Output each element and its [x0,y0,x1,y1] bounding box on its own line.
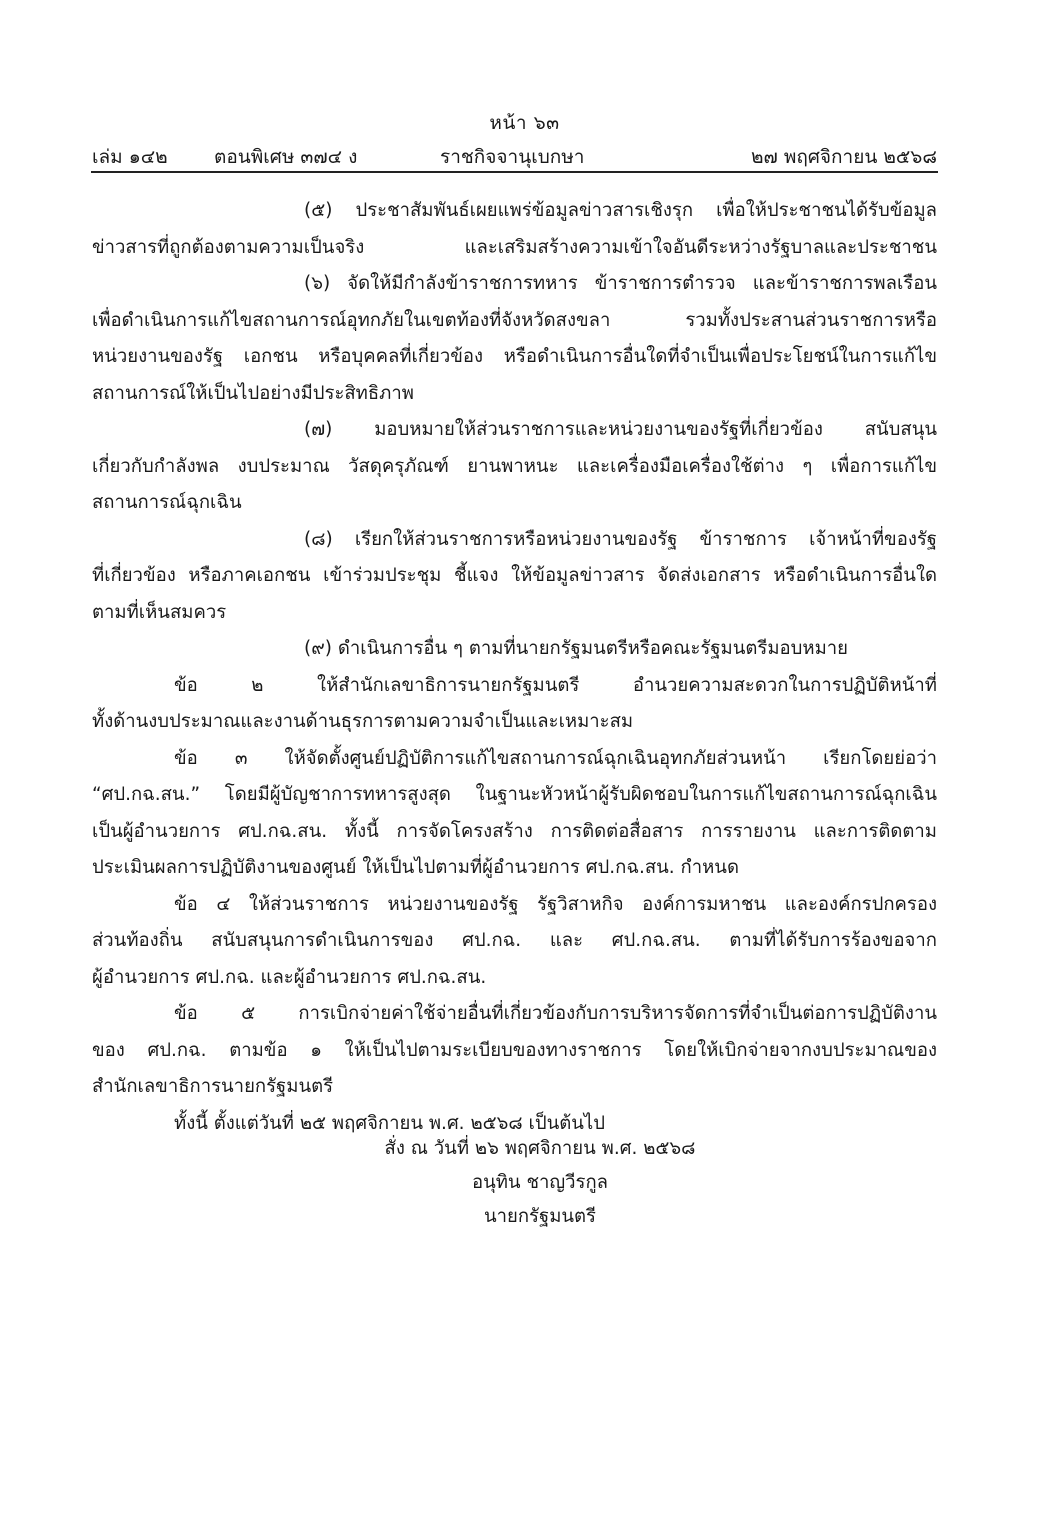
effective-date: ทั้งนี้ ตั้งแต่วันที่ ๒๕ พฤศจิกายน พ.ศ. ๒๕๖๘ เป็นต้นไป [174,1112,605,1134]
clause-4-line-3: ผู้อำนวยการ ศป.กฉ. และผู้อำนวยการ ศป.กฉ.สน. [92,966,487,988]
item-6-line-2: เพื่อดำเนินการแก้ไขสถานการณ์อุทกภัยในเขตท้องที่จังหวัดสงขลา รวมทั้งประสานส่วนราชการหรือ [92,309,937,331]
clause-4-line-2: ส่วนท้องถิ่น สนับสนุนการดำเนินการของ ศป.กฉ. และ ศป.กฉ.สน. ตามที่ได้รับการร้องขอจาก [92,930,937,951]
clause-5-line-3: สำนักเลขาธิการนายกรัฐมนตรี [92,1076,334,1097]
clause-3-line-3: เป็นผู้อำนวยการ ศป.กฉ.สน. ทั้งนี้ การจัดโครงสร้าง การติดต่อสื่อสาร การรายงาน และการติดตาม [92,820,937,842]
volume-number: เล่ม ๑๔๒ [92,146,168,168]
signature-block [340,1132,740,1234]
issue-number: ตอนพิเศษ ๓๗๔ ง [214,146,358,168]
item-7-line-3: สถานการณ์ฉุกเฉิน [92,492,242,513]
signatory-title: นายกรัฐมนตรี [483,1206,596,1227]
clause-5-line-2: ของ ศป.กฉ. ตามข้อ ๑ ให้เป็นไปตามระเบียบของทางราชการ โดยให้เบิกจ่ายจากงบประมาณของ [92,1039,937,1061]
clause-4-line-1: ข้อ ๔ ให้ส่วนราชการ หน่วยงานของรัฐ รัฐวิสาหกิจ องค์การมหาชน และองค์กรปกครอง [174,893,937,915]
item-6-line-3: หน่วยงานของรัฐ เอกชน หรือบุคคลที่เกี่ยวข้อง หรือดำเนินการอื่นใดที่จำเป็นเพื่อประโยชน์ในการแก้ไข [92,346,937,367]
publication-date: ๒๗ พฤศจิกายน ๒๕๖๘ [750,146,937,168]
clause-3-line-2: “ศป.กฉ.สน.” โดยมีผู้บัญชาการทหารสูงสุด ในฐานะหัวหน้าผู้รับผิดชอบในการแก้ไขสถานการณ์ฉุกเฉิน [92,784,937,805]
item-6-line-1: (๖) จัดให้มีกำลังข้าราชการทหาร ข้าราชการตำรวจ และข้าราชการพลเรือน [304,273,937,294]
gazette-header [92,142,937,172]
item-7-line-2: เกี่ยวกับกำลังพล งบประมาณ วัสดุครุภัณฑ์ ยานพาหนะ และเครื่องมือเครื่องใช้ต่าง ๆ เพื่อการแก้ไข [92,455,937,477]
item-6-line-4: สถานการณ์ให้เป็นไปอย่างมีประสิทธิภาพ [92,382,414,404]
item-8-line-2: ที่เกี่ยวข้อง หรือภาคเอกชน เข้าร่วมประชุม ชี้แจง ให้ข้อมูลข่าวสาร จัดส่งเอกสาร หรือดำเนินการอื่นใด [92,565,937,586]
item-5-line-2: ข่าวสารที่ถูกต้องตามความเป็นจริง และเสริมสร้างความเข้าใจอันดีระหว่างรัฐบาลและประชาชน [92,236,937,258]
signatory-name: อนุทิน ชาญวีรกูล [471,1172,609,1193]
item-8-line-1: (๘) เรียกให้ส่วนราชการหรือหน่วยงานของรัฐ ข้าราชการ เจ้าหน้าที่ของรัฐ [304,528,937,550]
clause-2-line-2: ทั้งด้านงบประมาณและงานด้านธุรการตามความจำเป็นและเหมาะสม [92,711,634,732]
item-5-line-1: (๕) ประชาสัมพันธ์เผยแพร่ข้อมูลข่าวสารเชิงรุก เพื่อให้ประชาชนได้รับข้อมูล [304,200,937,221]
document-body [92,193,937,1142]
clause-2-line-1: ข้อ ๒ ให้สำนักเลขาธิการนายกรัฐมนตรี อำนวยความสะดวกในการปฏิบัติหน้าที่ [174,674,937,696]
order-date: สั่ง ณ วันที่ ๒๖ พฤศจิกายน พ.ศ. ๒๕๖๘ [384,1138,696,1159]
clause-3-line-4: ประเมินผลการปฏิบัติงานของศูนย์ ให้เป็นไปตามที่ผู้อำนวยการ ศป.กฉ.สน. กำหนด [92,857,739,878]
page-number: หน้า ๖๓ [489,112,560,134]
header-divider [91,171,938,173]
clause-3-line-1: ข้อ ๓ ให้จัดตั้งศูนย์ปฏิบัติการแก้ไขสถานการณ์ฉุกเฉินอุทกภัยส่วนหน้า เรียกโดยย่อว่า [174,747,937,769]
item-7-line-1: (๗) มอบหมายให้ส่วนราชการและหน่วยงานของรัฐที่เกี่ยวข้อง สนับสนุน [304,419,937,440]
item-8-line-3: ตามที่เห็นสมควร [92,601,227,623]
item-9-line-1: (๙) ดำเนินการอื่น ๆ ตามที่นายกรัฐมนตรีหรือคณะรัฐมนตรีมอบหมาย [304,638,848,659]
publication-name: ราชกิจจานุเบกษา [440,146,585,168]
clause-5-line-1: ข้อ ๕ การเบิกจ่ายค่าใช้จ่ายอื่นที่เกี่ยวข้องกับการบริหารจัดการที่จำเป็นต่อการปฏิบัติงาน [174,1003,937,1024]
